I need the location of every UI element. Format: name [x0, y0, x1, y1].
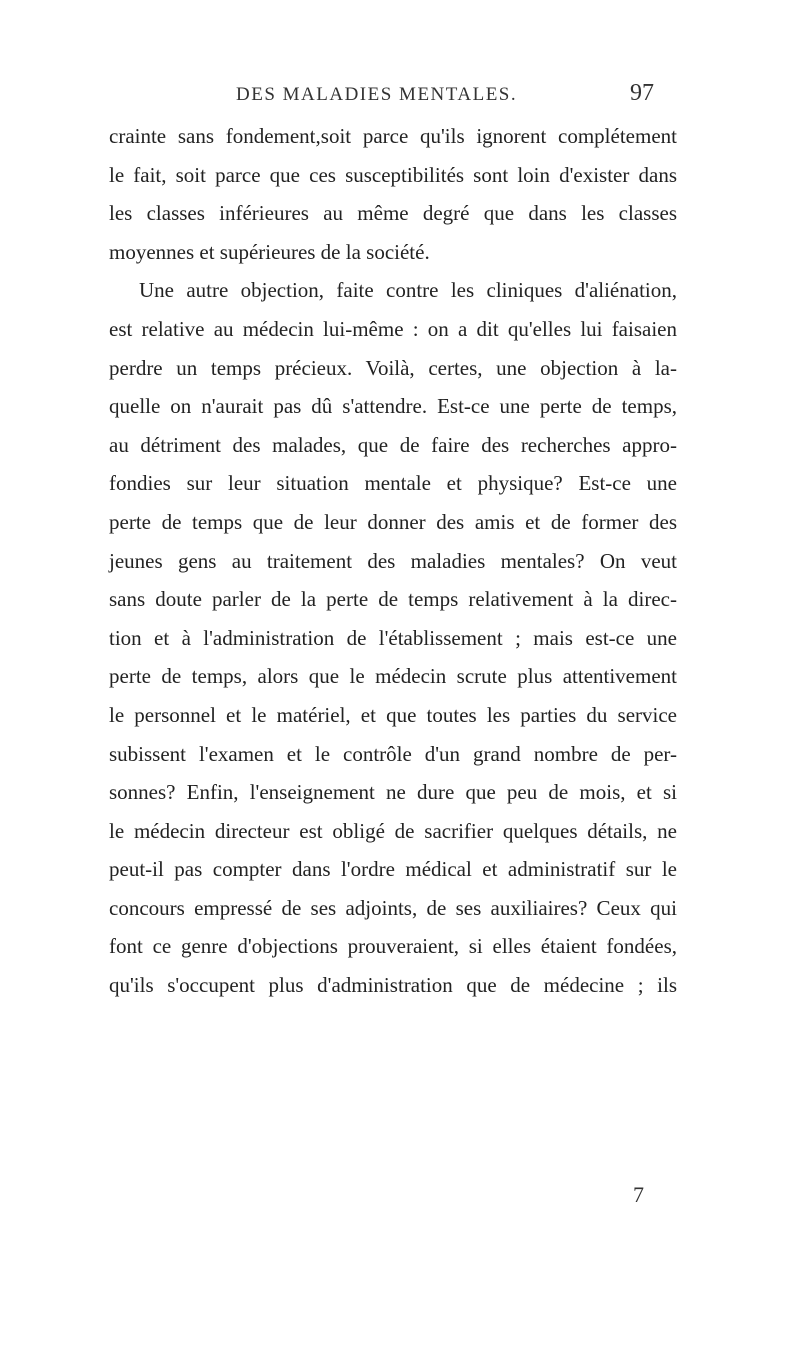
text-line: Une autre objection, faite contre les cliniques d'aliénation,: [139, 278, 677, 303]
text-line: fondies sur leur situation mentale et physique? Est-ce une: [109, 471, 677, 496]
text-line: subissent l'examen et le contrôle d'un grand nombre de per-: [109, 741, 677, 766]
text-line: au détriment des malades, que de faire des recherches appro-: [109, 432, 677, 457]
text-line: les classes inférieures au même degré que dans les classes: [109, 201, 677, 226]
text-line: le personnel et le matériel, et que toutes les parties du service: [109, 702, 677, 727]
text-line: concours empressé de ses adjoints, de ses auxiliaires? Ceux qui: [109, 895, 677, 920]
text-line: tion et à l'administration de l'établissement ; mais est-ce une: [109, 625, 677, 650]
running-title: DES MALADIES MENTALES.: [236, 84, 518, 105]
text-line: perdre un temps précieux. Voilà, certes, une objection à la-: [109, 355, 677, 380]
text-line: le fait, soit parce que ces susceptibilités sont loin d'exister dans: [109, 162, 677, 187]
text-line: jeunes gens au traitement des maladies mentales? On veut: [109, 548, 677, 573]
text-line: perte de temps, alors que le médecin scrute plus attentivement: [109, 664, 677, 689]
text-line: peut-il pas compter dans l'ordre médical et administratif sur le: [109, 857, 677, 882]
text-line: moyennes et supérieures de la société.: [109, 239, 430, 264]
text-line: est relative au médecin lui-même : on a dit qu'elles lui faisaien: [109, 316, 677, 341]
text-line: sonnes? Enfin, l'enseignement ne dure que peu de mois, et si: [109, 780, 677, 805]
page-number: 97: [630, 80, 654, 106]
text-line: perte de temps que de leur donner des amis et de former des: [109, 509, 677, 534]
signature-mark: 7: [633, 1182, 644, 1207]
text-line: font ce genre d'objections prouveraient, si elles étaient fondées,: [109, 934, 677, 959]
text-line: le médecin directeur est obligé de sacrifier quelques détails, ne: [109, 818, 677, 843]
text-line: crainte sans fondement,soit parce qu'ils ignorent complétement: [109, 124, 677, 148]
text-line: quelle on n'aurait pas dû s'attendre. Est-ce une perte de temps,: [109, 394, 677, 419]
text-line: qu'ils s'occupent plus d'administration que de médecine ; ils: [109, 973, 677, 998]
body-text: [109, 117, 677, 1005]
text-line: sans doute parler de la perte de temps relativement à la direc-: [109, 587, 677, 612]
